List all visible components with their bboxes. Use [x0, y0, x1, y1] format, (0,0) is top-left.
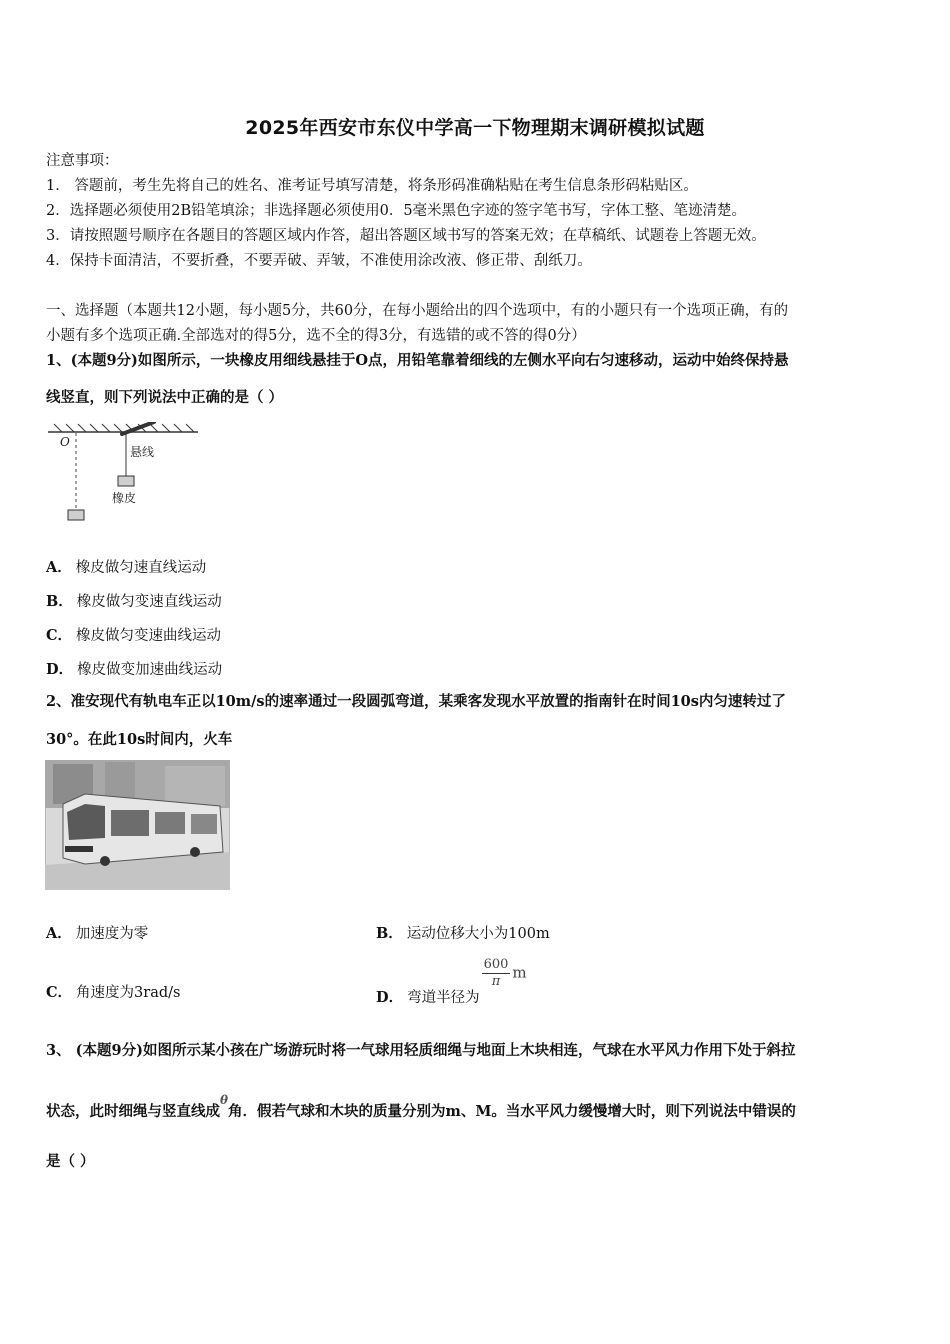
unit: m — [512, 963, 527, 982]
notice-heading: 注意事项： — [46, 153, 119, 169]
tram-photo — [45, 760, 230, 890]
q3-stem-line: 3、 (本题9分)如图所示某小孩在广场游玩时将一气球用轻质细绳与地面上木块相连，气球在水平风力作用下处于斜拉 — [46, 1042, 796, 1059]
option-label: D． — [376, 988, 404, 1006]
option-label: B． — [376, 925, 403, 942]
q1-figure — [48, 422, 200, 528]
q2-stem-line: 30°。在此10s时间内，火车 — [46, 731, 233, 748]
q3-stem-part: 角．假若气球和木块的质量分别为m、M。当水平风力缓慢增大时，则下列说法中错误的 — [228, 1103, 796, 1120]
q3-stem-line — [46, 1093, 796, 1122]
q1-option-a[interactable] — [46, 556, 206, 577]
option-label: A． — [46, 925, 72, 942]
theta-symbol: θ — [220, 1093, 229, 1107]
page-title: 2025年西安市东仪中学高一下物理期末调研模拟试题 — [245, 117, 705, 139]
q1-option-b[interactable] — [46, 590, 222, 611]
option-label: D． — [46, 661, 74, 678]
section-intro-line: 小题有多个选项正确.全部选对的得5分，选不全的得3分，有选错的或不答的得0分） — [46, 328, 586, 344]
q2-option-c[interactable] — [46, 981, 180, 1002]
option-text: 橡皮做匀速直线运动 — [75, 560, 207, 576]
q1-option-c[interactable] — [46, 624, 221, 645]
option-text: 橡皮做匀变速直线运动 — [76, 594, 222, 610]
notice-item: 4．保持卡面清洁，不要折叠，不要弄破、弄皱，不准使用涂改液、修正带、刮纸刀。 — [46, 253, 592, 269]
q1-stem-line: 线竖直，则下列说法中正确的是（ ） — [46, 389, 284, 406]
q1-option-d[interactable] — [46, 658, 222, 679]
notice-item: 2．选择题必须使用2B铅笔填涂；非选择题必须使用0．5毫米黑色字迹的签字笔书写，字体工整、笔迹清楚。 — [46, 203, 747, 219]
notice-item: 3．请按照题号顺序在各题目的答题区域内作答，超出答题区域书写的答案无效；在草稿纸、试题卷上答题无效。 — [46, 228, 766, 244]
q2-option-a[interactable] — [46, 922, 148, 943]
q3-stem-line: 是（ ） — [46, 1153, 95, 1170]
option-label: B． — [46, 593, 73, 610]
option-text: 橡皮做匀变速曲线运动 — [76, 628, 222, 644]
option-label: C． — [46, 984, 73, 1001]
section-intro-line: 一、选择题（本题共12小题，每小题5分，共60分，在每小题给出的四个选项中，有的小题只有一个选项正确，有的 — [46, 303, 789, 319]
eraser-label: 橡皮 — [112, 491, 137, 505]
initial-eraser — [68, 510, 84, 520]
option-label: C． — [46, 627, 73, 644]
option-text: 角速度为3rad/s — [76, 985, 181, 1001]
q1-stem-line: 1、(本题9分)如图所示，一块橡皮用细线悬挂于O点，用铅笔靠着细线的左侧水平向右匀速移动，运动中始终保持悬 — [46, 352, 789, 369]
q3-stem-part: 状态，此时细绳与竖直线成 — [46, 1103, 220, 1120]
option-label: A． — [46, 559, 72, 576]
q2-option-d[interactable] — [376, 957, 527, 1006]
fraction-600-over-pi — [482, 957, 511, 990]
option-text: 运动位移大小为100m — [406, 926, 550, 942]
option-text: 弯道半径为 — [407, 989, 480, 1006]
point-o-label: O — [60, 435, 70, 449]
option-text: 加速度为零 — [75, 926, 149, 942]
fraction-denominator: π — [491, 974, 501, 989]
q2-stem-line: 2、准安现代有轨电车正以10m/s的速率通过一段圆弧弯道，某乘客发现水平放置的指南针在时间10s内匀速转过了 — [46, 693, 786, 710]
ceiling-hatch — [48, 424, 198, 432]
q2-option-b[interactable] — [376, 922, 550, 943]
notice-item: 1． 答题前，考生先将自己的姓名、准考证号填写清楚，将条形码准确粘贴在考生信息条形码粘贴区。 — [46, 178, 698, 194]
eraser — [118, 476, 134, 486]
option-text: 橡皮做变加速曲线运动 — [77, 662, 223, 678]
fraction-numerator: 600 — [483, 957, 509, 972]
string-label: 悬线 — [130, 445, 155, 459]
